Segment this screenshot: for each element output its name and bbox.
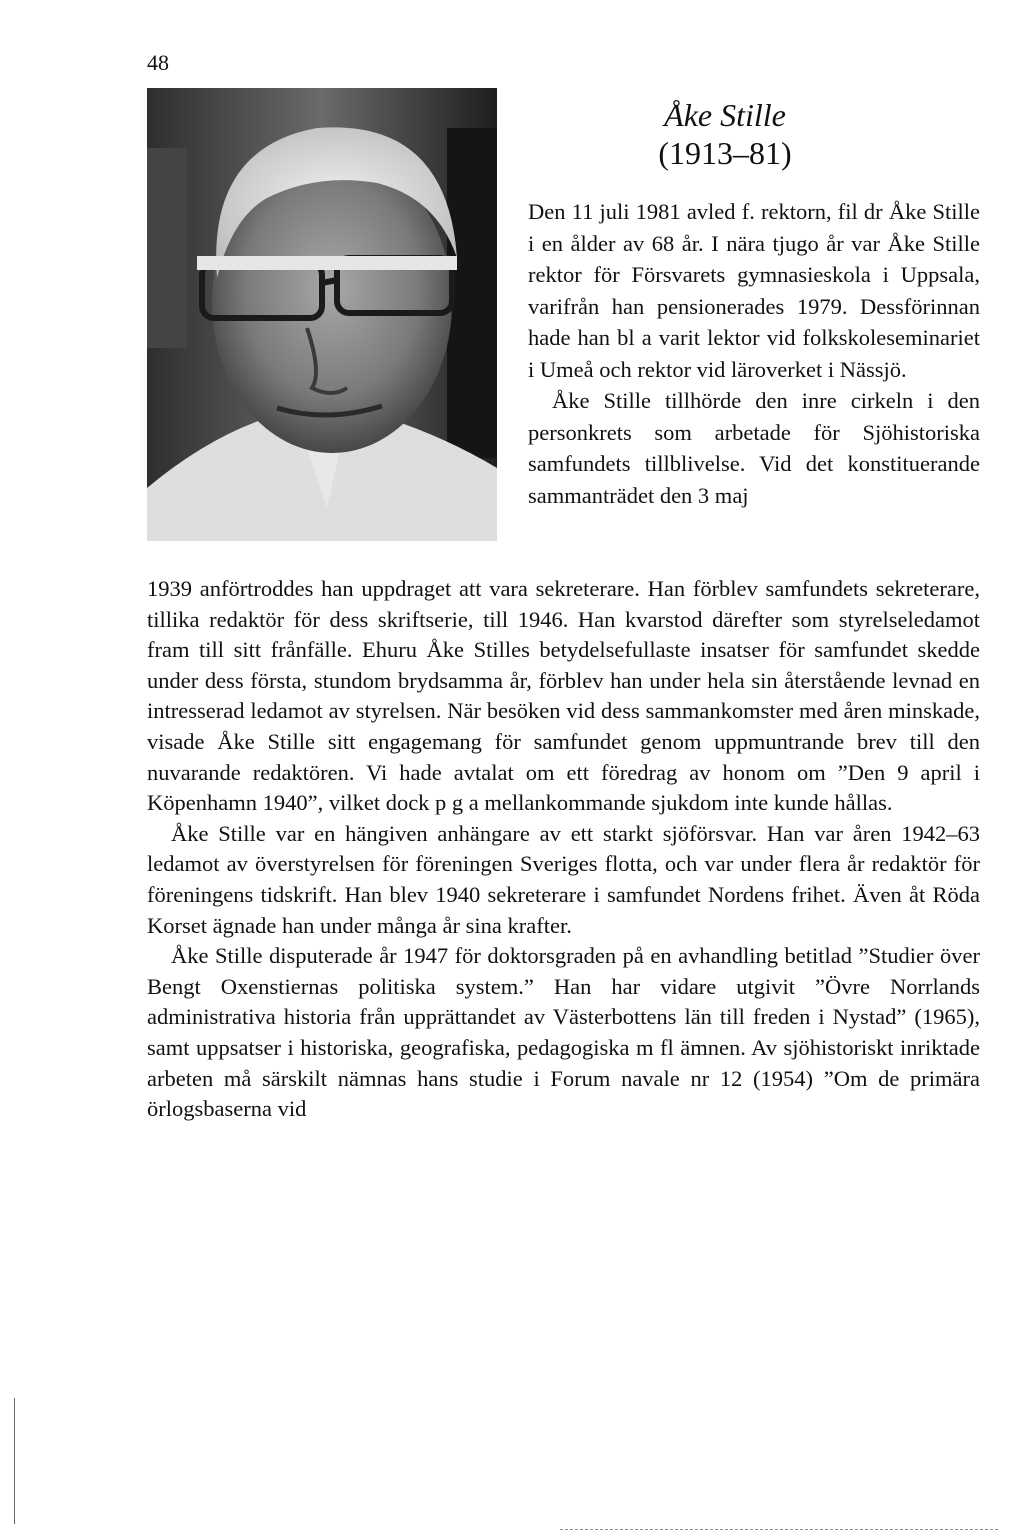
- portrait-photo: [147, 88, 497, 541]
- column-text: [528, 196, 980, 511]
- paragraph: Åke Stille var en hängiven anhängare av ett starkt sjöförsvar. Han var åren 1942–63 ledamot av överstyrelsen för föreningen Sveriges flotta, och var under flera år redaktör för föreningens tidskrift. Han blev 1940 sekreterare i samfundet Nordens frihet. Även åt Röda Korset ägnade han under många år sina krafter.: [147, 820, 980, 938]
- person-name: Åke Stille: [664, 97, 786, 133]
- page-number: 48: [147, 50, 169, 75]
- obituary-heading: [575, 96, 875, 172]
- scan-edge-line: [14, 1398, 15, 1524]
- life-years: (1913–81): [658, 135, 792, 171]
- paragraph: Den 11 juli 1981 avled f. rektorn, fil dr Åke Stille i en ålder av 68 år. I nära tjugo år var Åke Stille rektor för Försvarets gymnasieskola i Uppsala, varifrån han pensionerades 1979. Dessförinnan hade han bl a varit lektor vid folkskoleseminariet i Umeå och rektor vid läroverket i Nässjö.: [528, 199, 980, 382]
- paragraph: Åke Stille tillhörde den inre cirkeln i den personkrets som arbetade för Sjöhistoriska samfundets tillblivelse. Vid det konstituerande sammanträdet den 3 maj: [528, 388, 980, 508]
- body-text: [147, 574, 980, 1125]
- paragraph: 1939 anförtroddes han uppdraget att vara sekreterare. Han förblev samfundets sekreterare, tillika redaktör för dess skriftserie, till 1946. Han kvarstod därefter som styrelseledamot fram till sitt frånfälle. Ehuru Åke Stilles betydelsefullaste insatser för samfundet skedde under dess första, stundom brydsamma år, förblev han under hela sin återstående levnad en intresserad ledamot av styrelsen. När besöken vid dess sammankomster med åren minskade, visade Åke Stille sitt engagemang för samfundet genom uppmuntrande brev till den nuvarande redaktören. Vi hade avtalat om ett föredrag av honom om ”Den 9 april i Köpenhamn 1940”, vilket dock p g a mellankommande sjukdom inte kunde hållas.: [147, 576, 980, 816]
- portrait-illustration: [147, 88, 497, 541]
- paragraph: Åke Stille disputerade år 1947 för doktorsgraden på en avhandling betitlad ”Studier över Bengt Oxenstiernas politiska system.” Han har vidare utgivit ”Övre Norrlands administrativa historia från upprättandet av Västerbottens län till freden i Nystad” (1965), samt uppsatser i historiska, geografiska, pedagogiska m fl ämnen. Av sjöhistoriskt inriktade arbeten må särskilt nämnas hans studie i Forum navale nr 12 (1954) ”Om de primära örlogsbaserna vid: [147, 943, 980, 1122]
- scan-bottom-rule: [560, 1529, 1000, 1530]
